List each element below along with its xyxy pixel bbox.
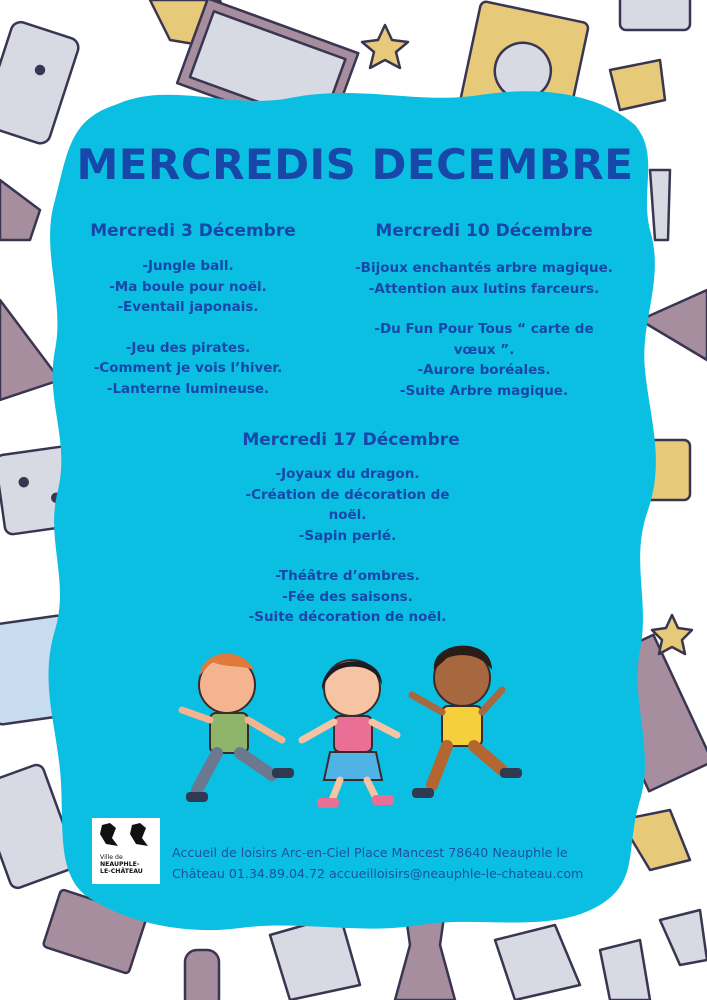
lion-icon [92,820,160,850]
activity-item: -Théâtre d’ombres. [275,568,420,584]
activity-item: vœux ”. [453,341,515,358]
day-activities-10 [345,258,623,401]
day-heading-3: Mercredi 3 Décembre [90,221,296,241]
day-heading-10: Mercredi 10 Décembre [375,221,593,241]
activity-item: -Lanterne lumineuse. [106,380,270,397]
activity-item: -Fée des saisons. [282,588,413,605]
activity-item: -Du Fun Pour Tous “ carte de [374,321,594,337]
activity-item: -Sapin perlé. [298,527,397,544]
activity-item: -Aurore boréales. [417,362,551,378]
child-pink-shirt [302,660,397,808]
logo-name-2: LE-CHÂTEAU [100,868,143,875]
activity-item: -Jeu des pirates. [125,339,251,356]
children-illustration [172,640,532,820]
day-heading-17: Mercredi 17 Décembre [242,430,460,450]
footer-line-1: Accueil de loisirs Arc-en-Ciel Place Mancest 78640 Neauphle le [172,845,568,860]
activity-item: -Eventail japonais. [117,299,259,315]
activity-item: -Suite décoration de noël. [248,609,447,625]
city-logo [92,818,160,884]
activity-item: -Joyaux du dragon. [275,466,420,482]
page-title: MERCREDIS DECEMBRE [76,140,634,189]
logo-small-text: Ville de [100,854,123,861]
activity-item: -Création de décoration de [245,486,450,503]
activity-item: -Bijoux enchantés arbre magique. [355,260,613,276]
activity-item: -Attention aux lutins farceurs. [368,280,600,297]
activity-item: -Jungle ball. [142,258,234,274]
activity-item: -Comment je vois l’hiver. [93,360,283,376]
day-activities-3 [78,256,298,399]
child-green-shirt [182,654,294,802]
activity-item: -Ma boule pour noël. [109,278,267,295]
day-activities-17 [220,464,475,628]
logo-text [100,854,158,875]
activity-item: noël. [328,507,367,523]
footer-line-2: Château 01.34.89.04.72 accueilloisirs@neauphle-le-chateau.com [172,866,584,881]
child-yellow-shirt [412,646,522,798]
activity-item: -Suite Arbre magique. [399,382,569,399]
logo-name-1: NEAUPHLE- [100,861,140,868]
footer-contact [172,842,602,884]
